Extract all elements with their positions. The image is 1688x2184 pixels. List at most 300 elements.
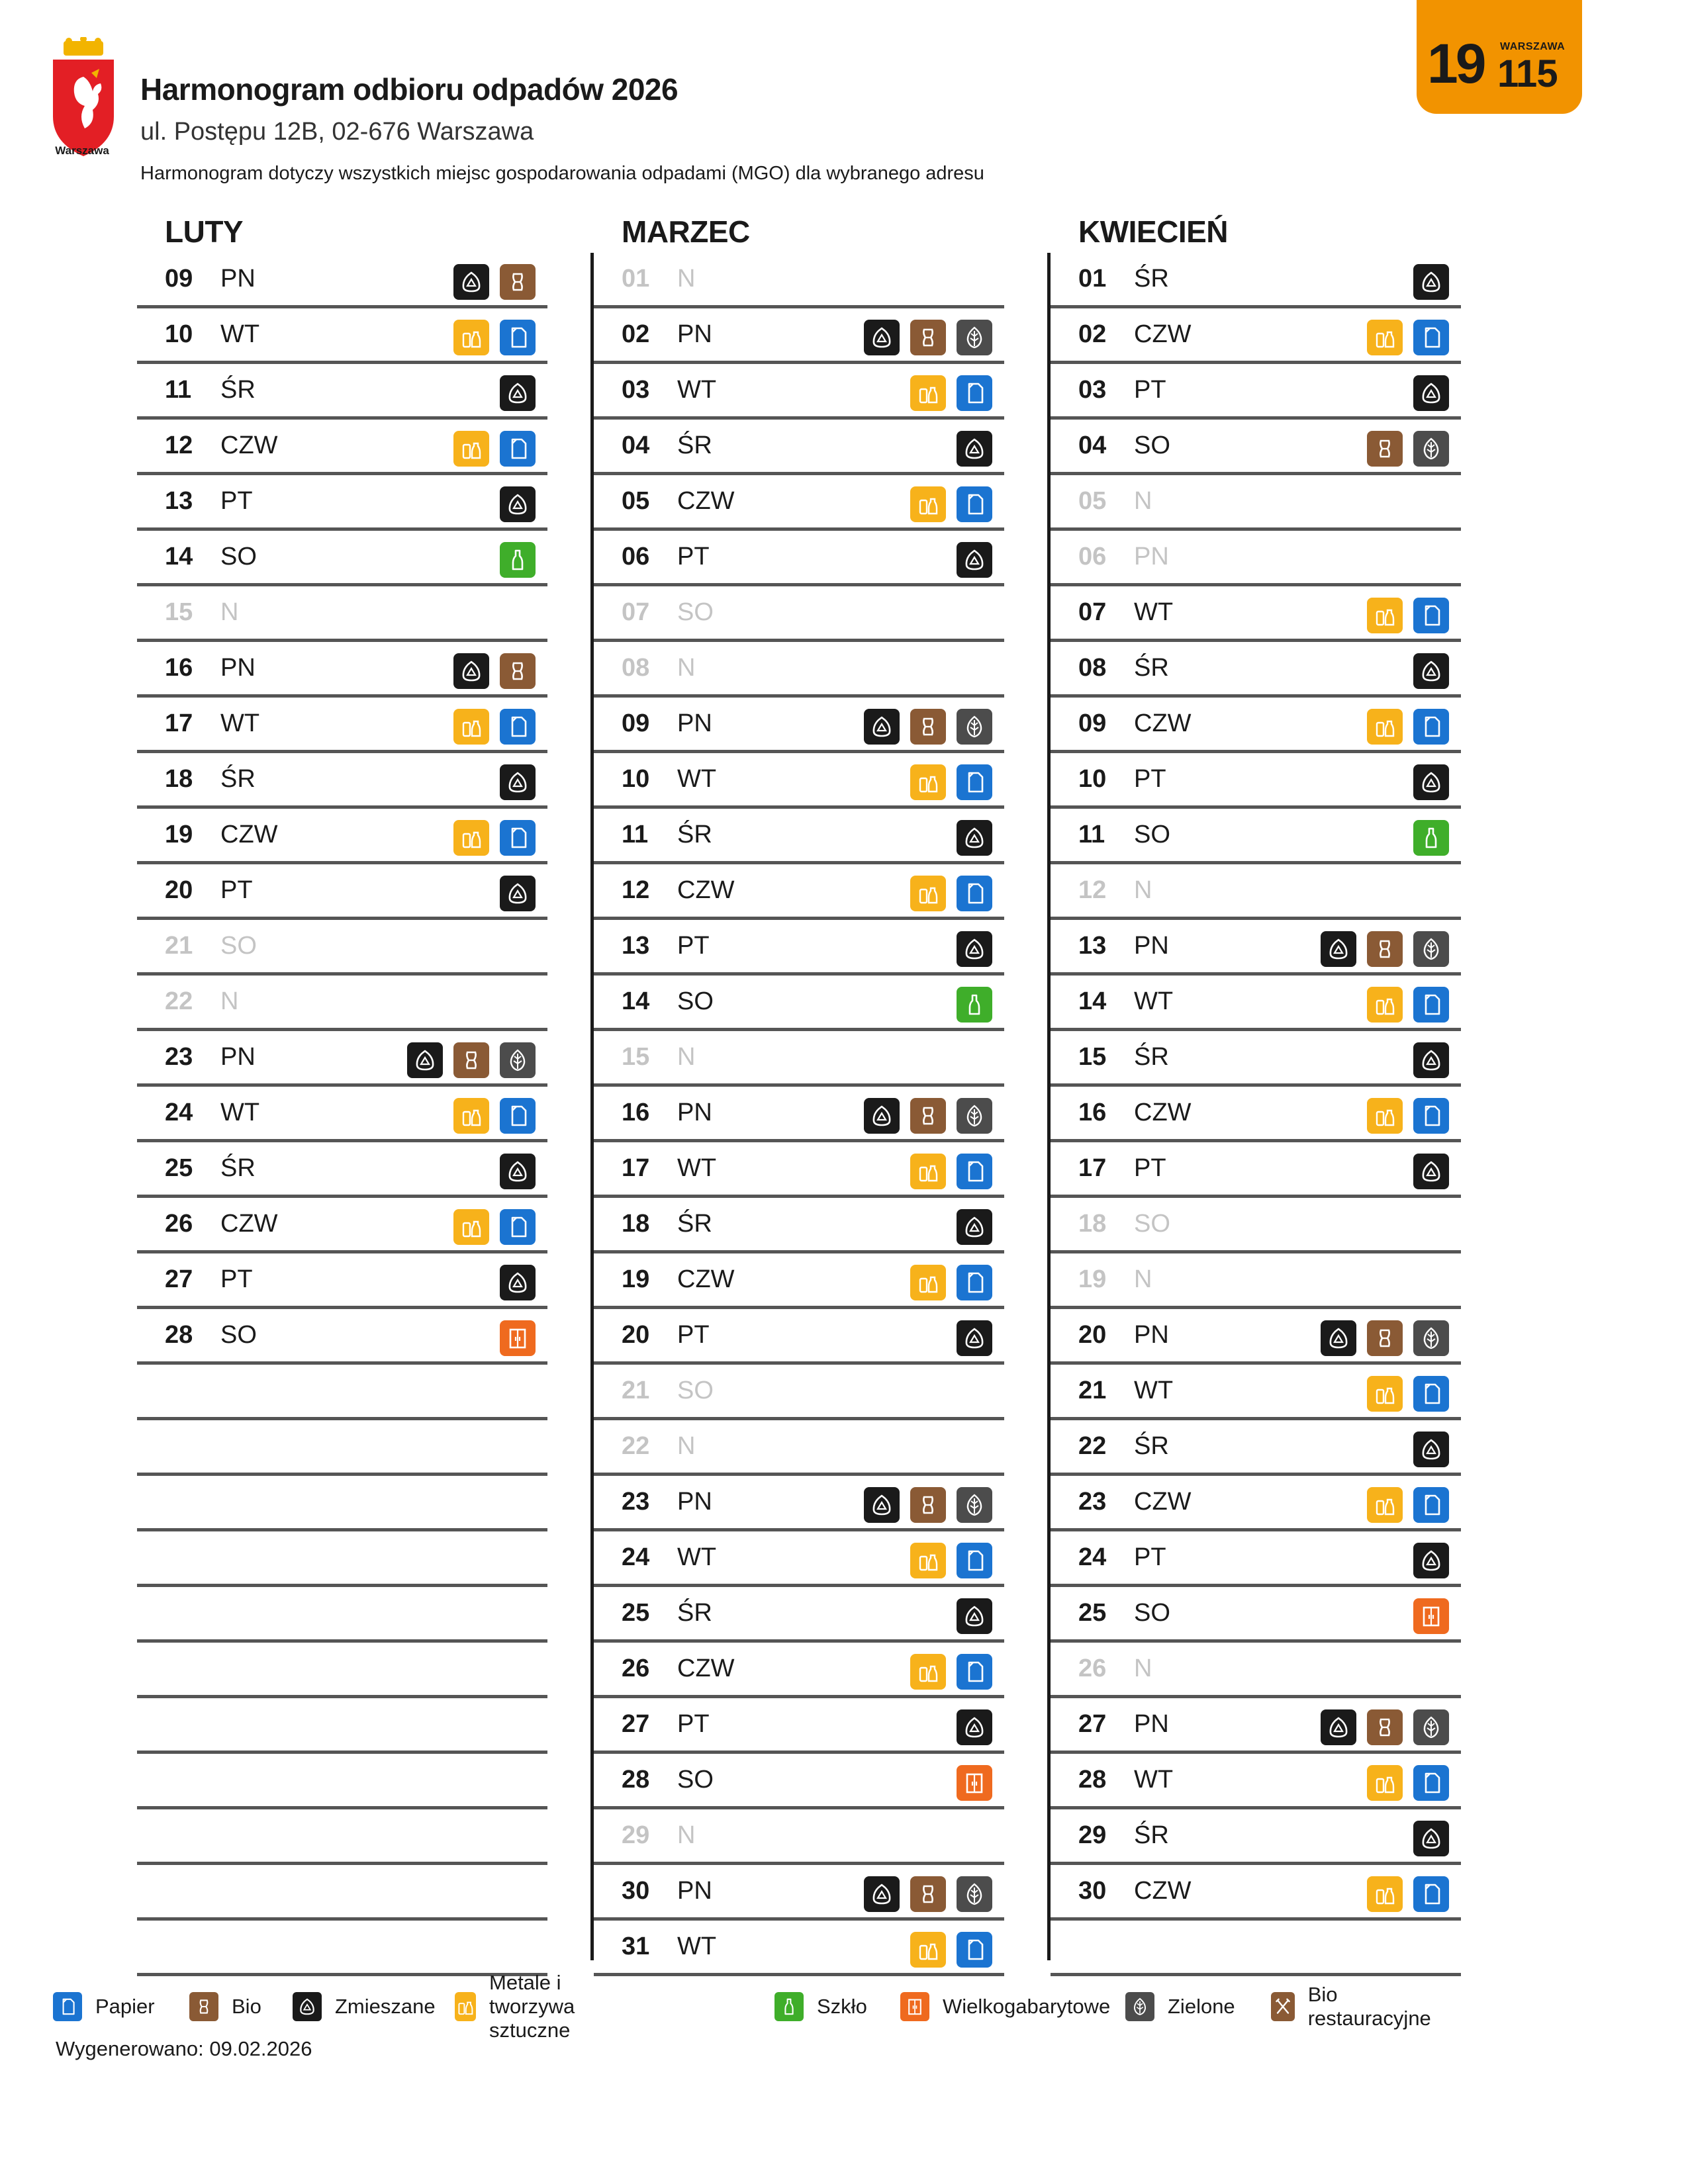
weekday: N: [1134, 1655, 1152, 1682]
weekday: PN: [1134, 1321, 1169, 1349]
day-number: 26: [165, 1210, 193, 1238]
metal-plastic-icon: [910, 375, 946, 411]
day-number: 25: [165, 1154, 193, 1182]
collection-icons: [1413, 653, 1449, 689]
day-number: 24: [165, 1099, 193, 1126]
day-row: [594, 308, 1004, 364]
glass-icon: [957, 987, 992, 1023]
weekday: WT: [677, 1933, 717, 1960]
day-number: 16: [165, 654, 193, 682]
day-row: [1051, 531, 1461, 586]
green-waste-icon: [957, 709, 992, 745]
day-row: [1051, 753, 1461, 809]
collection-icons: [957, 931, 992, 967]
day-row: [1051, 809, 1461, 864]
green-waste-icon: [1125, 1992, 1154, 2021]
day-row: [594, 698, 1004, 753]
day-row: [594, 586, 1004, 642]
day-number: 29: [622, 1821, 650, 1849]
weekday: ŚR: [1134, 654, 1169, 682]
day-row: [137, 531, 547, 586]
day-number: 11: [1078, 821, 1105, 848]
day-number: 12: [165, 432, 193, 459]
mixed-waste-icon: [957, 1320, 992, 1356]
collection-icons: [453, 320, 536, 355]
paper-icon: [957, 1654, 992, 1690]
weekday: SO: [677, 1377, 714, 1404]
collection-icons: [1413, 1821, 1449, 1856]
paper-icon: [957, 1265, 992, 1300]
badge-number-right: 115: [1497, 52, 1558, 95]
collection-icons: [864, 1876, 992, 1912]
legend-label: Wielkogabarytowe: [943, 1995, 1111, 2018]
weekday: PN: [677, 320, 712, 348]
legend-label: Metale i tworzywa sztuczne: [489, 1971, 575, 2042]
day-row: [1051, 864, 1461, 920]
collection-icons: [957, 1209, 992, 1245]
weekday: WT: [677, 1543, 717, 1571]
metal-plastic-icon: [910, 764, 946, 800]
day-row: [137, 1253, 547, 1309]
day-number: 02: [1078, 320, 1107, 348]
day-number: 18: [1078, 1210, 1107, 1238]
day-number: 14: [165, 543, 193, 570]
bio-icon: [500, 264, 536, 300]
collection-icons: [1367, 1765, 1449, 1801]
mixed-waste-icon: [500, 1265, 536, 1300]
weekday: WT: [220, 1099, 260, 1126]
collection-icons: [1413, 1042, 1449, 1078]
day-number: 08: [1078, 654, 1107, 682]
collection-icons: [1367, 431, 1449, 467]
day-row: [137, 753, 547, 809]
day-row: [137, 253, 547, 308]
paper-icon: [500, 820, 536, 856]
weekday: N: [677, 654, 696, 682]
weekday: PT: [1134, 765, 1166, 793]
paper-icon: [957, 486, 992, 522]
day-row: [137, 1031, 547, 1087]
collection-icons: [864, 1487, 992, 1523]
month-column: [594, 210, 1004, 1976]
day-number: 13: [165, 487, 193, 515]
day-row: [594, 420, 1004, 475]
day-number: 08: [622, 654, 650, 682]
empty-row: [137, 1921, 547, 1976]
day-row: [1051, 308, 1461, 364]
weekday: PT: [1134, 376, 1166, 404]
mixed-waste-icon: [500, 764, 536, 800]
day-row: [594, 1754, 1004, 1809]
empty-row: [137, 1365, 547, 1420]
weekday: SO: [677, 598, 714, 626]
mixed-waste-icon: [293, 1992, 322, 2021]
paper-icon: [957, 876, 992, 911]
collection-icons: [1367, 987, 1449, 1023]
weekday: CZW: [677, 1655, 735, 1682]
bio-icon: [189, 1992, 218, 2021]
glass-icon: [774, 1992, 804, 2021]
restaurant-bio-icon: [1271, 1992, 1295, 2021]
mixed-waste-icon: [957, 1209, 992, 1245]
weekday: WT: [677, 765, 717, 793]
day-number: 17: [165, 709, 193, 737]
collection-icons: [957, 431, 992, 467]
weekday: WT: [220, 320, 260, 348]
day-number: 21: [1078, 1377, 1107, 1404]
weekday: PT: [677, 1710, 710, 1738]
day-rows: [594, 253, 1004, 1976]
weekday: PT: [1134, 1543, 1166, 1571]
day-number: 28: [1078, 1766, 1107, 1794]
metal-plastic-icon: [453, 431, 489, 467]
mixed-waste-icon: [957, 1598, 992, 1634]
metal-plastic-icon: [453, 820, 489, 856]
day-row: [137, 364, 547, 420]
month-title: MARZEC: [622, 214, 750, 249]
day-row: [594, 864, 1004, 920]
collection-icons: [1367, 598, 1449, 633]
bio-icon: [910, 1876, 946, 1912]
column-divider: [1047, 253, 1051, 1960]
day-row: [594, 809, 1004, 864]
day-number: 19: [165, 821, 193, 848]
day-number: 06: [622, 543, 650, 570]
day-number: 05: [1078, 487, 1107, 515]
mixed-waste-icon: [1413, 1154, 1449, 1189]
paper-icon: [500, 709, 536, 745]
legend-item: [293, 1989, 436, 2025]
weekday: PT: [677, 932, 710, 960]
collection-icons: [500, 764, 536, 800]
weekday: WT: [677, 376, 717, 404]
collection-icons: [500, 876, 536, 911]
legend-label: Zielone: [1168, 1995, 1235, 2018]
green-waste-icon: [1413, 931, 1449, 967]
badge-number-left: 19: [1427, 32, 1484, 95]
metal-plastic-icon: [1367, 598, 1403, 633]
mixed-waste-icon: [500, 375, 536, 411]
day-row: [1051, 920, 1461, 976]
day-row: [137, 920, 547, 976]
day-number: 03: [622, 376, 650, 404]
legend-item: [774, 1989, 867, 2025]
day-number: 04: [622, 432, 650, 459]
weekday: N: [220, 987, 239, 1015]
day-row: [137, 1198, 547, 1253]
green-waste-icon: [1413, 431, 1449, 467]
collection-icons: [1367, 1376, 1449, 1412]
mixed-waste-icon: [1413, 1543, 1449, 1578]
green-waste-icon: [500, 1042, 536, 1078]
collection-icons: [1321, 1709, 1449, 1745]
day-row: [594, 1476, 1004, 1531]
metal-plastic-icon: [1367, 987, 1403, 1023]
collection-icons: [1413, 1543, 1449, 1578]
paper-icon: [53, 1992, 82, 2021]
legend-label: Papier: [95, 1995, 155, 2018]
mixed-waste-icon: [1321, 1320, 1356, 1356]
day-row: [1051, 1865, 1461, 1921]
weekday: WT: [677, 1154, 717, 1182]
weekday: ŚR: [220, 1154, 256, 1182]
day-row: [1051, 1031, 1461, 1087]
weekday: PN: [1134, 1710, 1169, 1738]
metal-plastic-icon: [453, 1209, 489, 1245]
paper-icon: [500, 320, 536, 355]
day-number: 11: [622, 821, 649, 848]
metal-plastic-icon: [910, 876, 946, 911]
weekday: N: [677, 1432, 696, 1460]
month-title: KWIECIEŃ: [1078, 214, 1228, 249]
weekday: CZW: [677, 876, 735, 904]
collection-icons: [910, 1543, 992, 1578]
day-number: 10: [622, 765, 650, 793]
day-number: 22: [622, 1432, 650, 1460]
day-row: [1051, 364, 1461, 420]
day-row: [594, 531, 1004, 586]
bio-icon: [910, 709, 946, 745]
weekday: WT: [1134, 1766, 1174, 1794]
day-row: [1051, 1253, 1461, 1309]
legend-label: Bio: [232, 1995, 261, 2018]
day-number: 16: [1078, 1099, 1107, 1126]
collection-icons: [910, 375, 992, 411]
metal-plastic-icon: [910, 1154, 946, 1189]
day-number: 12: [622, 876, 650, 904]
legend-item: [1271, 1983, 1436, 2030]
badge-city: WARSZAWA: [1500, 41, 1566, 52]
day-row: [594, 1643, 1004, 1698]
day-number: 15: [165, 598, 193, 626]
day-number: 14: [1078, 987, 1107, 1015]
day-number: 07: [1078, 598, 1107, 626]
mixed-waste-icon: [453, 653, 489, 689]
empty-row: [137, 1754, 547, 1809]
day-number: 11: [165, 376, 192, 404]
legend-label: Zmieszane: [335, 1995, 436, 2018]
day-number: 26: [1078, 1655, 1107, 1682]
weekday: PT: [1134, 1154, 1166, 1182]
day-row: [137, 698, 547, 753]
collection-icons: [864, 1098, 992, 1134]
metal-plastic-icon: [910, 486, 946, 522]
mixed-waste-icon: [407, 1042, 443, 1078]
weekday: ŚR: [1134, 1821, 1169, 1849]
collection-icons: [1367, 1487, 1449, 1523]
weekday: CZW: [220, 432, 278, 459]
mixed-waste-icon: [1413, 1821, 1449, 1856]
weekday: N: [677, 1821, 696, 1849]
day-number: 27: [622, 1710, 650, 1738]
collection-icons: [1413, 764, 1449, 800]
day-row: [1051, 1198, 1461, 1253]
month-column: [1051, 210, 1461, 1976]
glass-icon: [1413, 820, 1449, 856]
mixed-waste-icon: [1413, 653, 1449, 689]
collection-icons: [1413, 375, 1449, 411]
collection-icons: [500, 1320, 536, 1356]
empty-row: [137, 1865, 547, 1921]
collection-icons: [453, 1098, 536, 1134]
day-row: [137, 976, 547, 1031]
logo-caption: Warszawa: [55, 144, 109, 157]
bio-icon: [910, 1487, 946, 1523]
day-number: 30: [1078, 1877, 1107, 1905]
day-row: [1051, 1531, 1461, 1587]
day-number: 04: [1078, 432, 1107, 459]
page-title: Harmonogram odbioru odpadów 2026: [140, 72, 679, 107]
empty-row: [137, 1587, 547, 1643]
generated-date: Wygenerowano: 09.02.2026: [56, 2037, 312, 2060]
collection-icons: [500, 486, 536, 522]
paper-icon: [957, 1932, 992, 1968]
day-row: [1051, 1087, 1461, 1142]
day-number: 23: [622, 1488, 650, 1516]
day-number: 27: [165, 1265, 193, 1293]
weekday: WT: [1134, 1377, 1174, 1404]
mixed-waste-icon: [864, 320, 900, 355]
legend-label: Bio restauracyjne: [1307, 1983, 1431, 2030]
collection-icons: [453, 820, 536, 856]
weekday: SO: [1134, 432, 1170, 459]
green-waste-icon: [957, 320, 992, 355]
day-row: [137, 420, 547, 475]
mixed-waste-icon: [864, 709, 900, 745]
bio-icon: [1367, 431, 1403, 467]
collection-icons: [1321, 1320, 1449, 1356]
empty-row: [137, 1698, 547, 1754]
weekday: ŚR: [677, 821, 712, 848]
empty-row: [137, 1643, 547, 1698]
weekday: PT: [677, 543, 710, 570]
weekday: ŚR: [220, 376, 256, 404]
day-row: [594, 642, 1004, 698]
metal-plastic-icon: [453, 1098, 489, 1134]
collection-icons: [1413, 820, 1449, 856]
day-row: [137, 1309, 547, 1365]
mixed-waste-icon: [500, 486, 536, 522]
empty-row: [137, 1809, 547, 1865]
collection-icons: [910, 1265, 992, 1300]
day-row: [1051, 1754, 1461, 1809]
day-number: 07: [622, 598, 650, 626]
weekday: PT: [220, 487, 253, 515]
weekday: ŚR: [1134, 265, 1169, 293]
mixed-waste-icon: [1413, 1432, 1449, 1467]
address: ul. Postępu 12B, 02-676 Warszawa: [140, 118, 534, 146]
day-row: [594, 1698, 1004, 1754]
day-number: 12: [1078, 876, 1107, 904]
mixed-waste-icon: [957, 1709, 992, 1745]
day-row: [1051, 253, 1461, 308]
weekday: PN: [220, 654, 256, 682]
paper-icon: [500, 431, 536, 467]
weekday: ŚR: [1134, 1432, 1169, 1460]
day-row: [1051, 1698, 1461, 1754]
day-number: 09: [165, 265, 193, 293]
day-row: [594, 1142, 1004, 1198]
day-row: [137, 642, 547, 698]
weekday: PT: [220, 1265, 253, 1293]
collection-icons: [500, 1154, 536, 1189]
day-row: [594, 1087, 1004, 1142]
green-waste-icon: [957, 1098, 992, 1134]
empty-row: [137, 1476, 547, 1531]
metal-plastic-icon: [1367, 1765, 1403, 1801]
collection-icons: [1413, 1432, 1449, 1467]
weekday: SO: [220, 1321, 257, 1349]
day-rows: [137, 253, 547, 1976]
bio-icon: [1367, 931, 1403, 967]
mixed-waste-icon: [1413, 1042, 1449, 1078]
column-divider: [590, 253, 594, 1960]
bio-icon: [1367, 1320, 1403, 1356]
collection-icons: [453, 431, 536, 467]
day-row: [594, 1921, 1004, 1976]
weekday: CZW: [1134, 1488, 1192, 1516]
mixed-waste-icon: [1413, 264, 1449, 300]
metal-plastic-icon: [1367, 1376, 1403, 1412]
day-number: 24: [1078, 1543, 1107, 1571]
legend-item: [189, 1989, 261, 2025]
collection-icons: [957, 1598, 992, 1634]
metal-plastic-icon: [453, 320, 489, 355]
weekday: PN: [677, 1877, 712, 1905]
collection-icons: [1413, 264, 1449, 300]
weekday: SO: [1134, 1210, 1170, 1238]
day-row: [594, 1365, 1004, 1420]
green-waste-icon: [957, 1876, 992, 1912]
collection-icons: [957, 1765, 992, 1801]
metal-plastic-icon: [1367, 1876, 1403, 1912]
day-number: 20: [165, 876, 193, 904]
day-row: [1051, 976, 1461, 1031]
collection-icons: [910, 486, 992, 522]
paper-icon: [1413, 1098, 1449, 1134]
paper-icon: [957, 1543, 992, 1578]
day-row: [594, 253, 1004, 308]
weekday: SO: [220, 932, 257, 960]
mixed-waste-icon: [957, 542, 992, 578]
day-number: 13: [622, 932, 650, 960]
weekday: PN: [1134, 932, 1169, 960]
weekday: N: [1134, 487, 1152, 515]
legend-item: [1125, 1989, 1235, 2025]
collection-icons: [910, 764, 992, 800]
day-row: [1051, 698, 1461, 753]
weekday: CZW: [1134, 1099, 1192, 1126]
collection-icons: [1413, 1154, 1449, 1189]
paper-icon: [1413, 1487, 1449, 1523]
weekday: N: [220, 598, 239, 626]
collection-icons: [1367, 709, 1449, 745]
day-row: [1051, 1365, 1461, 1420]
weekday: PN: [677, 1099, 712, 1126]
day-number: 15: [622, 1043, 650, 1071]
day-number: 03: [1078, 376, 1107, 404]
weekday: ŚR: [1134, 1043, 1169, 1071]
collection-icons: [453, 709, 536, 745]
collection-icons: [957, 987, 992, 1023]
collection-icons: [500, 375, 536, 411]
green-waste-icon: [1413, 1320, 1449, 1356]
weekday: ŚR: [677, 1599, 712, 1627]
paper-icon: [957, 1154, 992, 1189]
day-number: 31: [622, 1933, 650, 1960]
day-number: 20: [622, 1321, 650, 1349]
metal-plastic-icon: [1367, 1487, 1403, 1523]
